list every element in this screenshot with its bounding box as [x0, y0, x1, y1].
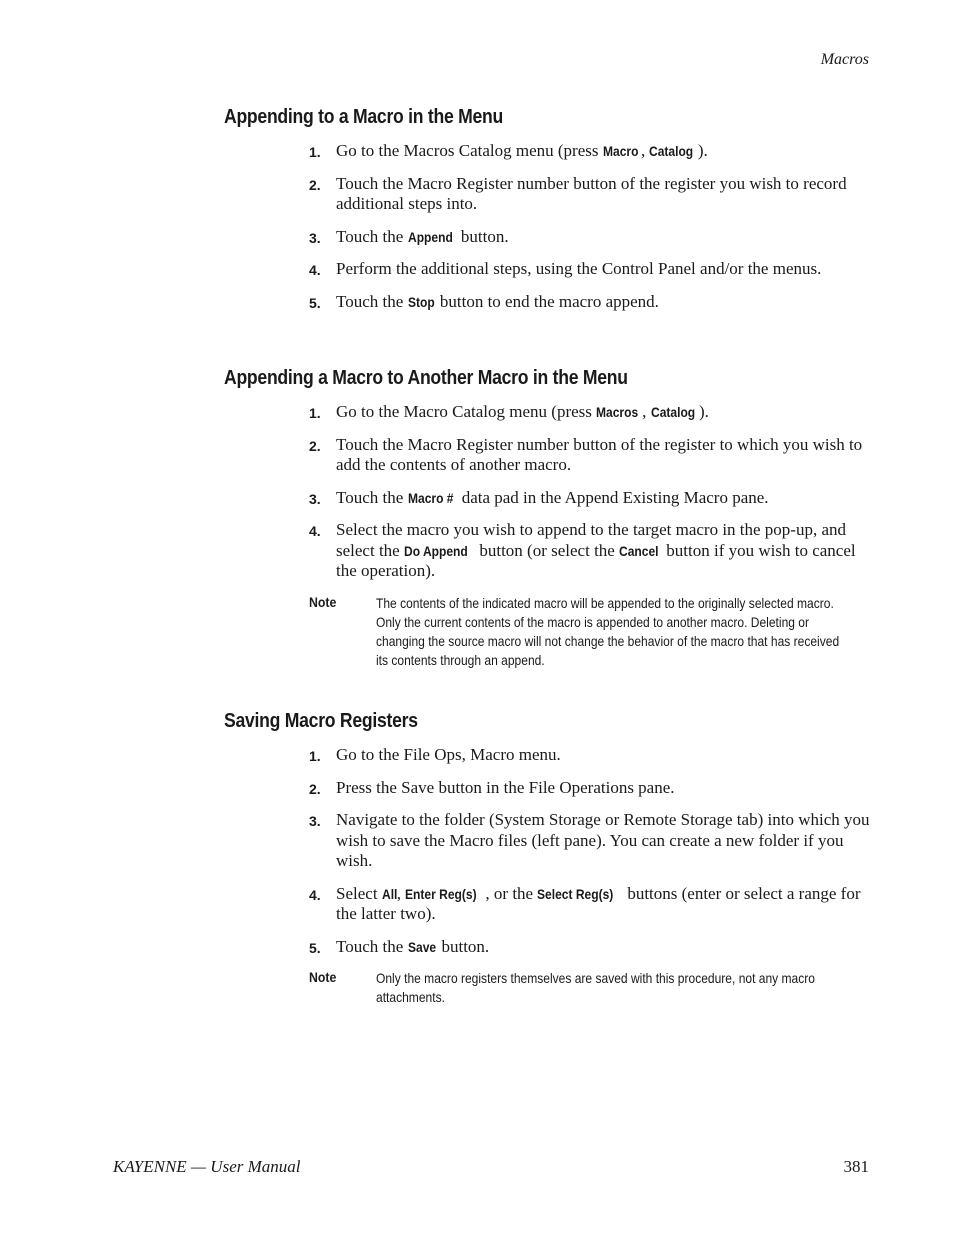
section-title: Appending a Macro to Another Macro in the Menu [224, 367, 628, 389]
step-text: Press the Save button in the File Operations pane. [336, 777, 675, 797]
step-item [224, 937, 870, 958]
ui-term: Catalog [650, 404, 695, 420]
step-text: button (or select the [475, 540, 620, 560]
step-number: 1. [309, 405, 321, 421]
ui-term: Select Reg(s) [537, 885, 614, 902]
step-text: button to end the macro append. [435, 291, 659, 311]
step-text: button. [456, 226, 509, 246]
step-number: 3. [309, 229, 321, 246]
step-item [224, 141, 870, 162]
footer-page-number: 381 [843, 1157, 869, 1176]
step-item [224, 174, 870, 215]
section-appending-macro-to-another [224, 366, 870, 670]
step-number: 2. [309, 176, 321, 193]
step-text: Go to the File Ops, Macro menu. [336, 745, 561, 764]
step-text: Go to the Macro Catalog menu (press [336, 402, 597, 421]
step-number: 4. [309, 523, 321, 539]
ui-term: Do Append [403, 542, 468, 559]
step-number: 5. [309, 294, 321, 311]
ui-term: Catalog [649, 143, 694, 159]
step-text: Touch the [336, 936, 408, 956]
ui-term: Macro # [407, 489, 454, 506]
section-saving-macro-registers [224, 709, 870, 1007]
ui-term: Cancel [619, 542, 659, 559]
note-text: Only the macro registers themselves are saved with this procedure, not any macro attachments. [376, 970, 815, 1005]
step-list [224, 745, 870, 957]
step-number: 3. [309, 813, 321, 829]
ui-term: Save [407, 938, 436, 955]
ui-term: All [381, 885, 398, 902]
step-number: 1. [309, 144, 321, 160]
ui-term: Stop [407, 293, 435, 310]
step-number: 5. [309, 939, 321, 956]
step-list [224, 402, 870, 582]
step-number: 2. [309, 437, 321, 454]
running-header: Macros [820, 51, 869, 68]
step-text: Touch the Macro Register number button of the register to which you wish to add the contents of another macro. [336, 434, 863, 474]
step-text: Touch the Macro Register number button of the register you wish to record additional steps into. [336, 173, 847, 213]
step-item [224, 402, 870, 423]
footer-manual-title: KAYENNE — User Manual [113, 1157, 301, 1176]
step-number: 4. [309, 262, 321, 278]
ui-term: Append [407, 228, 453, 245]
step-item [224, 292, 870, 313]
step-text: Select [336, 883, 382, 903]
step-list [224, 141, 870, 312]
step-text: Touch the [336, 291, 408, 311]
section-title: Appending to a Macro in the Menu [224, 106, 504, 128]
step-item [224, 259, 870, 280]
note-label: Note [309, 969, 337, 985]
step-item [224, 488, 870, 509]
step-text: data pad in the Append Existing Macro pane. [457, 487, 769, 507]
step-number: 1. [309, 748, 321, 764]
note-text: The contents of the indicated macro will be appended to the originally selected macro. Only the current contents of the macro is appended to another macro. Deleting or changing the source macro will not change the behavior of the macro that has received its contents through an append. [376, 594, 840, 668]
step-text: Navigate to the folder (System Storage or Remote Storage tab) into which you wish to save the Macro files (left pane). You can create a new folder if you wish. [336, 810, 870, 870]
step-item [224, 884, 870, 925]
step-item [224, 745, 870, 766]
step-item [224, 520, 870, 582]
section-title: Saving Macro Registers [224, 710, 418, 732]
step-text: Touch the [336, 487, 408, 507]
step-item [224, 810, 870, 872]
step-text: Select the macro you wish to append to the target macro in the pop-up, and select the [336, 520, 847, 560]
step-number: 2. [309, 780, 321, 797]
step-text: , [640, 141, 650, 160]
step-text: , [396, 883, 406, 903]
note-block [224, 969, 870, 1007]
step-item [224, 435, 870, 476]
ui-term: Macro [602, 143, 639, 159]
step-text: Go to the Macros Catalog menu (press [336, 141, 603, 160]
ui-term: Enter Reg(s) [405, 885, 477, 902]
step-text: , or the [485, 883, 538, 903]
step-number: 3. [309, 490, 321, 507]
note-block [224, 594, 870, 670]
step-text: Touch the [336, 226, 408, 246]
step-number: 4. [309, 886, 321, 903]
step-text: , [642, 402, 651, 421]
step-text: button. [437, 936, 490, 956]
step-text: buttons (enter or select a range for the latter two). [336, 883, 861, 923]
step-item [224, 778, 870, 799]
step-text: button if you wish to cancel the operation). [336, 540, 856, 580]
step-text: ). [697, 141, 708, 160]
section-appending-to-macro [224, 105, 870, 324]
step-item [224, 227, 870, 248]
step-text: Perform the additional steps, using the Control Panel and/or the menus. [336, 259, 822, 278]
ui-term: Macros [596, 404, 639, 420]
step-text: ). [699, 402, 709, 421]
note-label: Note [309, 593, 337, 610]
